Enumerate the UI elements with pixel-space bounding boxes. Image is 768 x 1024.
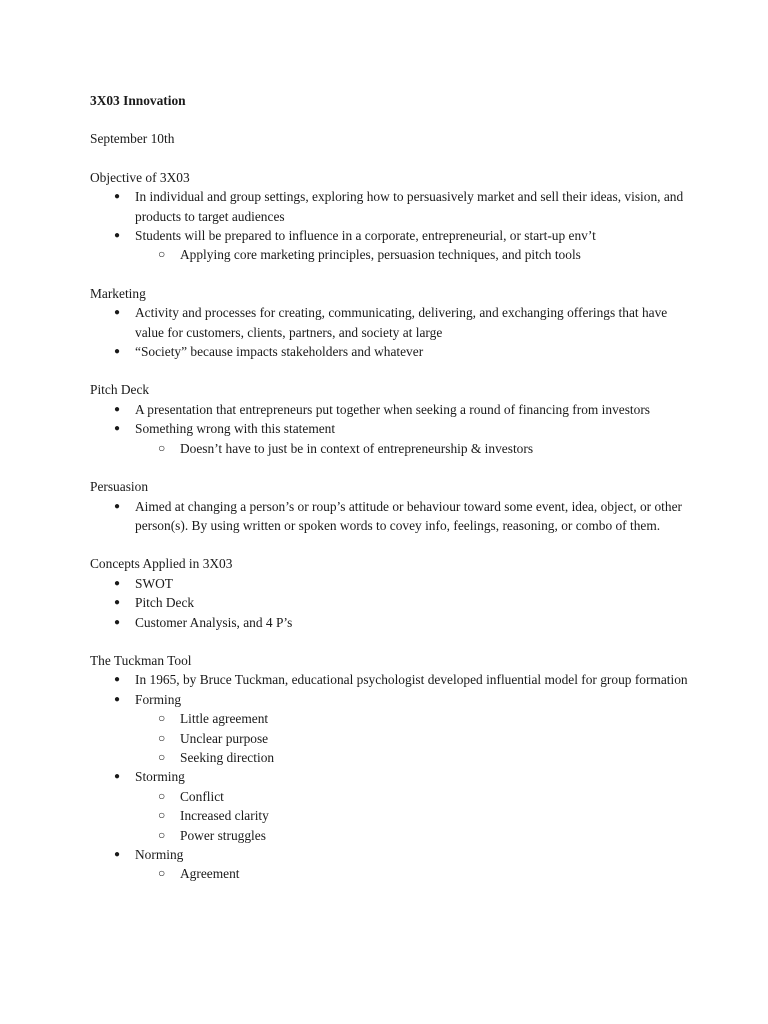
hollow-bullet-icon: ○ [158,866,166,881]
bullet-icon: ● [114,849,121,860]
sub-list-item [90,787,690,806]
list-item [90,613,690,632]
bullet-list [90,497,690,536]
list-item-text: Students will be prepared to influence in a corporate, entrepreneurial, or start-up env’t [135,228,596,244]
bullet-list [90,574,690,632]
section [90,554,690,632]
list-item [90,400,690,419]
sub-list-item-text: Agreement [180,866,240,882]
section-heading: The Tuckman Tool [90,652,192,668]
list-item-text: A presentation that entrepreneurs put together when seeking a round of financing from investors [135,401,651,417]
bullet-icon: ● [114,307,121,319]
document-body [90,91,690,903]
bullet-icon: ● [114,674,121,686]
bullet-icon: ● [114,191,121,203]
section [90,380,690,458]
bullet-icon: ● [114,403,121,415]
sub-list-item-text: Seeking direction [180,749,275,765]
list-item [90,670,690,689]
list-item-text: Forming [135,691,182,707]
bullet-icon: ● [114,230,121,242]
bullet-icon: ● [114,771,121,783]
sub-list-item [90,709,690,728]
section-heading: Persuasion [90,479,149,495]
list-item-text: “Society” because impacts stakeholders and whatever [135,344,424,360]
sub-list-item-text: Applying core marketing principles, persuasion techniques, and pitch tools [180,247,581,263]
bullet-icon: ● [114,577,121,589]
sub-list-item [90,729,690,748]
hollow-bullet-icon: ○ [158,788,166,803]
bullet-icon: ● [114,500,121,512]
section [90,477,690,535]
hollow-bullet-icon: ○ [158,247,166,262]
list-item [90,574,690,593]
list-item-text: SWOT [135,575,173,591]
bullet-list [90,187,690,265]
list-item-text: Pitch Deck [135,595,195,611]
bullet-icon: ● [114,346,121,358]
sections-container [90,168,690,884]
sub-list-item-text: Conflict [180,788,224,804]
sub-list-item-text: Power struggles [180,827,266,843]
document-title: 3X03 Innovation [90,93,186,108]
list-item-text: Activity and processes for creating, communicating, delivering, and exchanging offerings that have value for customers, clients, partners, and society at large [135,305,668,340]
document-date: September 10th [90,131,175,147]
bullet-list [90,670,690,883]
section [90,168,690,265]
list-item-text: Customer Analysis, and 4 P’s [135,614,293,630]
hollow-bullet-icon: ○ [158,711,166,726]
sub-list-item-text: Unclear purpose [180,730,269,746]
sub-list-item [90,245,690,264]
section-heading: Pitch Deck [90,382,150,398]
list-item [90,767,690,786]
section [90,284,690,362]
sub-list-item [90,826,690,845]
bullet-icon: ● [114,597,121,609]
section-heading: Marketing [90,285,146,301]
list-item [90,187,690,226]
hollow-bullet-icon: ○ [158,440,166,455]
list-item [90,497,690,536]
sub-list-item-text: Increased clarity [180,808,269,824]
list-item [90,226,690,245]
list-item [90,845,690,864]
hollow-bullet-icon: ○ [158,827,166,842]
sub-list-item [90,864,690,883]
list-item-text: In individual and group settings, exploring how to persuasively market and sell their ideas, vision, and products to target audiences [135,189,684,224]
list-item [90,690,690,709]
list-item-text: In 1965, by Bruce Tuckman, educational psychologist developed influential model for group formation [135,672,688,688]
sub-list-item [90,806,690,825]
bullet-icon: ● [114,423,121,435]
section-heading: Objective of 3X03 [90,169,190,185]
list-item-text: Aimed at changing a person’s or roup’s attitude or behaviour toward some event, idea, object, or other person(s). By using written or spoken words to covey info, feelings, reasoning, or combo of them. [135,498,682,533]
list-item [90,303,690,342]
hollow-bullet-icon: ○ [158,730,166,745]
sub-list-item [90,748,690,767]
bullet-icon: ● [114,616,121,628]
bullet-icon: ● [114,693,121,705]
hollow-bullet-icon: ○ [158,749,166,764]
sub-list-item-text: Little agreement [180,711,269,727]
sub-list-item-text: Doesn’t have to just be in context of entrepreneurship & investors [180,440,534,456]
list-item [90,593,690,612]
section-heading: Concepts Applied in 3X03 [90,556,233,572]
list-item-text: Something wrong with this statement [135,421,336,437]
list-item [90,342,690,361]
list-item [90,419,690,438]
bullet-list [90,303,690,361]
section [90,651,690,884]
hollow-bullet-icon: ○ [158,808,166,823]
bullet-list [90,400,690,458]
sub-list-item [90,439,690,458]
list-item-text: Norming [135,847,184,862]
list-item-text: Storming [135,769,185,785]
